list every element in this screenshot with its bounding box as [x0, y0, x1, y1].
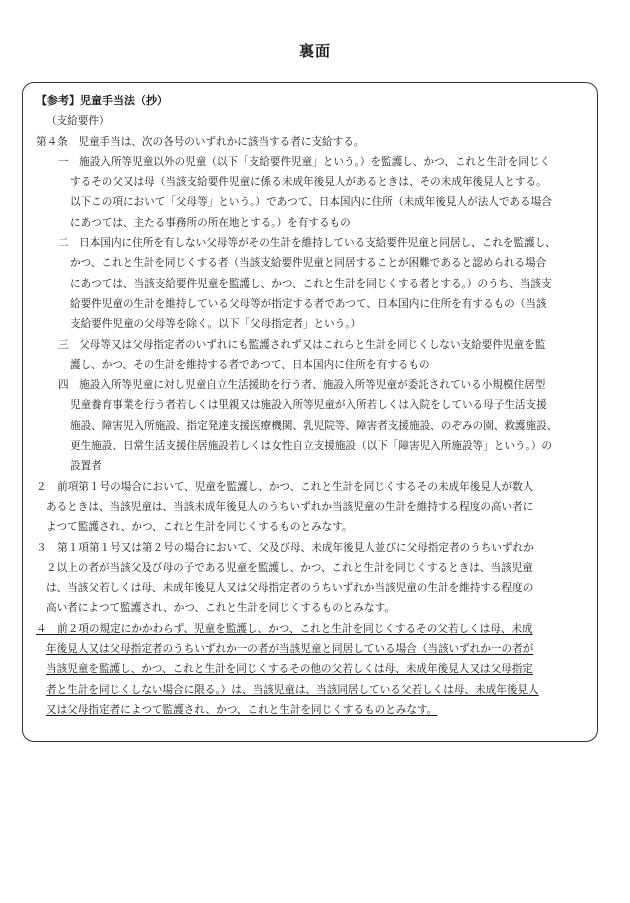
text-line: 当該児童を監護し、かつ、これと生計を同じくするその他の父若しくは母、未成年後見人又は父母指定 — [46, 663, 533, 676]
text-line: 者と生計を同じくしない場合に限る。）は、当該児童は、当該同居している父若しくは母、未成年後見人 — [46, 683, 539, 696]
text-line: 給要件児童の生計を維持している父母等が指定する者であつて、日本国内に住所を有するもの（当該 — [70, 297, 547, 310]
text-line: 児童養育事業を行う者若しくは里親又は施設入所等児童が入所若しくは入院をしている母子生活支援 — [70, 399, 547, 412]
text-line: は、当該父若しくは母、未成年後見人又は父母指定者のうちいずれか当該児童の生計を維持する程度の — [46, 582, 534, 595]
section-heading: 【参考】児童手当法（抄） — [36, 94, 168, 107]
text-line: 一 施設入所等児童以外の児童（以下「支給要件児童」という。）を監護し、かつ、これと生計を同じく — [58, 155, 551, 168]
page-title: 裏面 — [298, 42, 331, 60]
text-line: 年後見人又は父母指定者のうちいずれか一の者が当該児童と同居している場合（当該いずれか一の者が — [46, 643, 534, 656]
text-line: ２ 前項第１号の場合において、児童を監護し、かつ、これと生計を同じくするその未成年後見人が数人 — [36, 480, 534, 493]
text-line: にあつては、主たる事務所の所在地とする。）を有するもの — [70, 216, 351, 229]
text-line: ４ 前２項の規定にかかわらず、児童を監護し、かつ、これと生計を同じくするその父若しくは母、未成 — [36, 622, 533, 635]
text-line: ２以上の者が当該父及び母の子である児童を監護し、かつ、これと生計を同じくするときは、当該児童 — [46, 561, 533, 574]
text-line: するその父又は母（当該支給要件児童に係る未成年後見人があるときは、その未成年後見人とする。 — [70, 176, 547, 189]
text-line: にあつては、当該支給要件児童を監護し、かつ、これと生計を同じくする者とする。）のうち、当該支 — [70, 277, 552, 290]
text-line: 二 日本国内に住所を有しない父母等がその生計を維持している支給要件児童と同居し、これを監護し、 — [58, 237, 556, 250]
section-subheading: （支給要件） — [46, 115, 110, 128]
text-line: 施設、障害児入所施設、指定発達支援医療機関、乳児院等、障害者支援施設、のぞみの園、救護施設、 — [70, 419, 558, 432]
text-line: よつて監護され、かつ、これと生計を同じくするものとみなす。 — [46, 521, 353, 534]
text-line: 三 父母等又は父母指定者のいずれにも監護されず又はこれらと生計を同じくしない支給要件児童を監 — [58, 338, 546, 351]
text-line: 又は父母指定者によつて監護され、かつ、これと生計を同じくするものとみなす。 — [46, 703, 438, 716]
text-line: ３ 第１項第１号又は第２号の場合において、父及び母、未成年後見人並びに父母指定者のうちいずれか — [36, 541, 534, 554]
text-line: 更生施設、日常生活支援住居施設若しくは女性自立支援施設（以下「障害児入所施設等」という。）の — [70, 440, 553, 453]
text-line: あるときは、当該児童は、当該未成年後見人のうちいずれか当該児童の生計を維持する程度の高い者に — [46, 500, 534, 513]
text-line: 高い者によつて監護され、かつ、これと生計を同じくするものとみなす。 — [46, 602, 395, 615]
text-line: かつ、これと生計を同じくする者（当該支給要件児童と同居することが困難であると認められる場合 — [70, 257, 547, 270]
text-line: 以下この項において「父母等」という。）であつて、日本国内に住所（未成年後見人が法人である場合 — [70, 196, 552, 209]
law-excerpt — [36, 91, 594, 720]
text-line: 四 施設入所等児童に対し児童自立生活援助を行う者、施設入所等児童が委託されている小規模住居型 — [58, 379, 546, 392]
text-line: 護し、かつ、その生計を維持する者であつて、日本国内に住所を有するもの — [70, 358, 430, 371]
text-line: 第４条 児童手当は、次の各号のいずれかに該当する者に支給する。 — [36, 135, 365, 148]
text-line: 設置者 — [70, 460, 102, 473]
text-line: 支給要件児童の父母等を除く。以下「父母指定者」という。） — [70, 318, 362, 331]
